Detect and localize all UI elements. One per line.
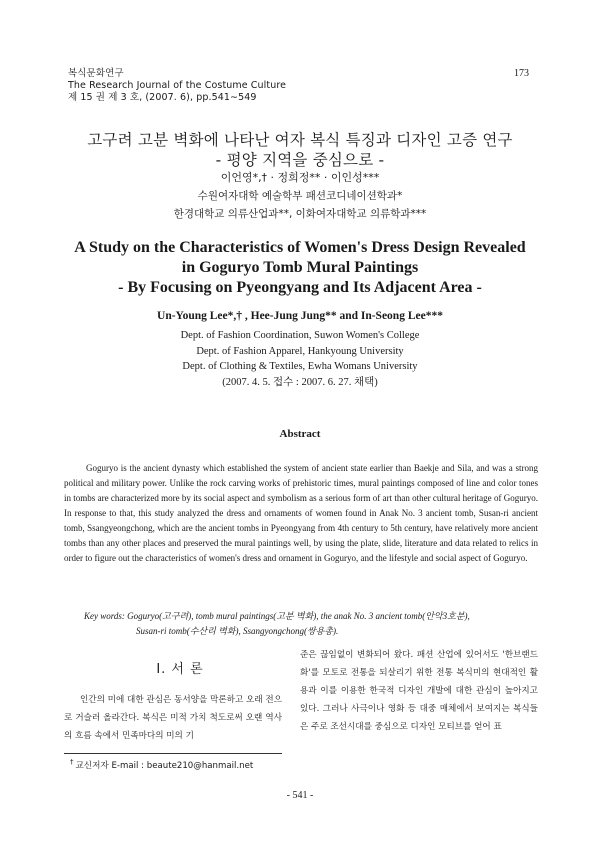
abstract-body: Goguryo is the ancient dynasty which established the system of ancient state earlier than Baekje and Sila, and was a strong political and military power. Unlike the rock carving works of prehistoric times, mural paintings composed of line and color tones in tombs are characterized more by its social aspect and symbolism as a serious form of art than other cultural heritage of Goguryo. In response to that, this study analyzed the dress and ornaments of women found in Anak No. 3 ancient tomb, Susan-ri ancient tomb, Ssangyeongchong, which are the ancient tombs in Pyeongyang from 4th century to 5th century, have relatively more ancient tombs than any other places and preserved the mural paintings well, by using the plate, slide, literature and data related to relics in order to figure out the characteristics of women's dress and ornament in Goguryo, and the lifestyle and social aspect of Goguryo. <box>64 463 538 563</box>
korean-authors: 이언영*,† · 정희정** · 이인성*** <box>220 171 380 184</box>
korean-affiliation-1: 수원여자대학 예술학부 패션코디네이션학과* <box>197 190 403 202</box>
journal-korean-name: 복식문화연구 <box>68 68 124 79</box>
section-left-column: 인간의 미에 대한 관심은 동서양을 막론하고 오래 전으로 거슬러 올라간다. 복식은 미적 가치 척도로써 오랜 역사의 흐름 속에서 민족마다의 미의 기 <box>64 695 282 741</box>
korean-affiliation-2: 한경대학교 의류산업과**, 이화여자대학교 의류학과*** <box>173 208 427 220</box>
section-heading: Ⅰ. 서 론 <box>156 662 204 677</box>
english-affiliation-1: Dept. of Fashion Coordination, Suwon Women's College <box>180 330 420 341</box>
english-title-line-3: - By Focusing on Pyeongyang and Its Adjacent Area - <box>118 279 482 296</box>
page-number-top: 173 <box>514 68 529 79</box>
footnote <box>70 758 253 771</box>
page-number-bottom: - 541 - <box>286 790 314 801</box>
journal-english-name: The Research Journal of the Costume Culture <box>68 80 287 91</box>
english-title-line-1: A Study on the Characteristics of Women's Dress Design Revealed <box>74 239 526 256</box>
abstract-heading: Abstract <box>279 428 321 440</box>
footnote-text: 교신저자 E-mail : beaute210@hanmail.net <box>75 760 254 771</box>
keywords-line-1: Key words: Goguryo(고구려), tomb mural paintings(고분 벽화), the anak No. 3 ancient tomb(안악3호분), <box>84 611 470 621</box>
korean-title: 고구려 고분 벽화에 나타난 여자 복식 특징과 디자인 고증 연구 <box>87 131 513 149</box>
english-title-line-2: in Goguryo Tomb Mural Paintings <box>181 259 419 276</box>
footnote-marker: † <box>70 758 74 766</box>
journal-volume-info: 제 15 권 제 3 호, (2007. 6), pp.541∼549 <box>68 92 257 103</box>
keywords-line-2: Susan-ri tomb(수산리 벽화), Ssangyongchong(쌍용총). <box>136 626 339 636</box>
english-affiliation-2: Dept. of Fashion Apparel, Hankyoung University <box>196 346 404 357</box>
footnote-divider <box>64 753 282 754</box>
english-affiliation-3: Dept. of Clothing & Textiles, Ewha Womans University <box>182 361 418 372</box>
submission-dates: (2007. 4. 5. 접수 : 2007. 6. 27. 채택) <box>222 377 378 388</box>
section-right-column: 준은 끊임없이 변화되어 왔다. 패션 산업에 있어서도 '한브랜드 화'를 모토로 전통을 되살리기 위한 전통 복식미의 현대적인 활용과 이를 이용한 한국적 디자인 개발에 대한 관심이 높아지고 있다. 그러나 사극이나 영화 등 대중 매체에서 보여지는 복식들은 주로 조선시대를 중심으로 디자인 모티브를 얻어 표 <box>300 650 538 732</box>
english-authors: Un-Young Lee*,† , Hee-Jung Jung** and In-Seong Lee*** <box>157 310 443 322</box>
korean-subtitle: - 평양 지역을 중심으로 - <box>215 151 385 169</box>
